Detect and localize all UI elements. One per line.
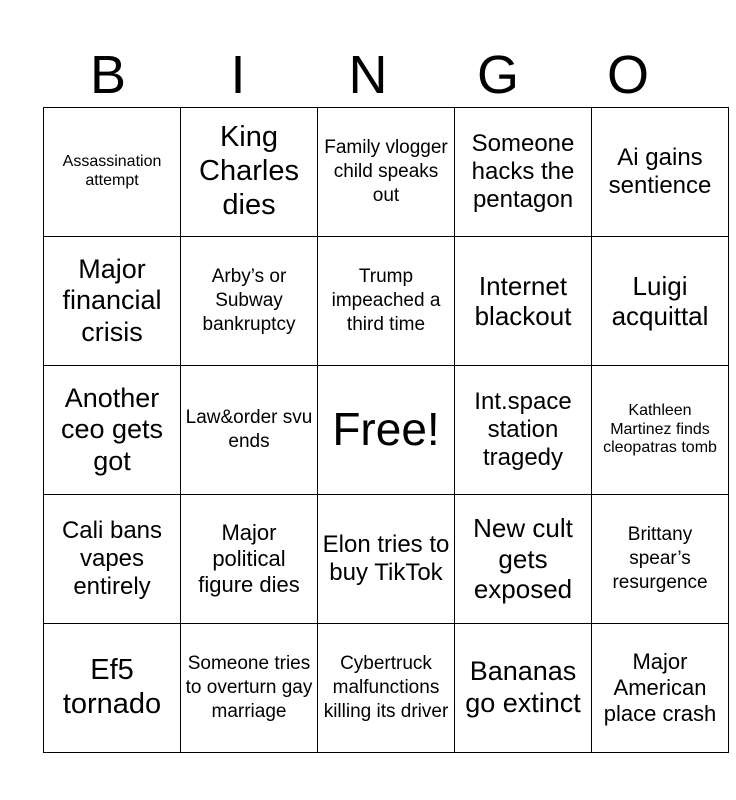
- bingo-cell[interactable]: Brittany spear’s resurgence: [592, 495, 729, 624]
- bingo-cell[interactable]: New cult gets exposed: [455, 495, 592, 624]
- bingo-cell[interactable]: Bananas go extinct: [455, 624, 592, 753]
- bingo-cell[interactable]: Major American place crash: [592, 624, 729, 753]
- bingo-cell[interactable]: Major political figure dies: [181, 495, 318, 624]
- bingo-cell[interactable]: Luigi acquittal: [592, 237, 729, 366]
- bingo-cell[interactable]: Int.space station tragedy: [455, 366, 592, 495]
- board-row: [44, 108, 729, 237]
- bingo-board: [43, 107, 729, 753]
- board-row: [44, 237, 729, 366]
- bingo-cell[interactable]: Major financial crisis: [44, 237, 181, 366]
- bingo-cell[interactable]: Arby’s or Subway bankruptcy: [181, 237, 318, 366]
- header-letter-g: G: [476, 45, 519, 105]
- bingo-cell[interactable]: Cali bans vapes entirely: [44, 495, 181, 624]
- bingo-cell[interactable]: Someone tries to overturn gay marriage: [181, 624, 318, 753]
- bingo-cell[interactable]: King Charles dies: [181, 108, 318, 237]
- bingo-cell[interactable]: Cybertruck malfunctions killing its driver: [318, 624, 455, 753]
- bingo-cell[interactable]: Family vlogger child speaks out: [318, 108, 455, 237]
- bingo-cell[interactable]: Assassination attempt: [44, 108, 181, 237]
- bingo-cell[interactable]: Kathleen Martinez finds cleopatras tomb: [592, 366, 729, 495]
- header-letter-o: O: [606, 45, 649, 105]
- header-letter-b: B: [89, 45, 127, 105]
- board-row: [44, 366, 729, 495]
- bingo-cell[interactable]: Someone hacks the pentagon: [455, 108, 592, 237]
- board-row: [44, 624, 729, 753]
- bingo-header: [43, 44, 693, 106]
- header-letter-i: I: [230, 45, 246, 105]
- board-row: [44, 495, 729, 624]
- bingo-cell[interactable]: Trump impeached a third time: [318, 237, 455, 366]
- bingo-cell[interactable]: Another ceo gets got: [44, 366, 181, 495]
- bingo-cell[interactable]: Elon tries to buy TikTok: [318, 495, 455, 624]
- bingo-cell[interactable]: Ai gains sentience: [592, 108, 729, 237]
- bingo-cell[interactable]: Law&order svu ends: [181, 366, 318, 495]
- free-space-cell[interactable]: Free!: [318, 366, 455, 495]
- bingo-cell[interactable]: Ef5 tornado: [44, 624, 181, 753]
- header-letter-n: N: [348, 45, 388, 105]
- bingo-cell[interactable]: Internet blackout: [455, 237, 592, 366]
